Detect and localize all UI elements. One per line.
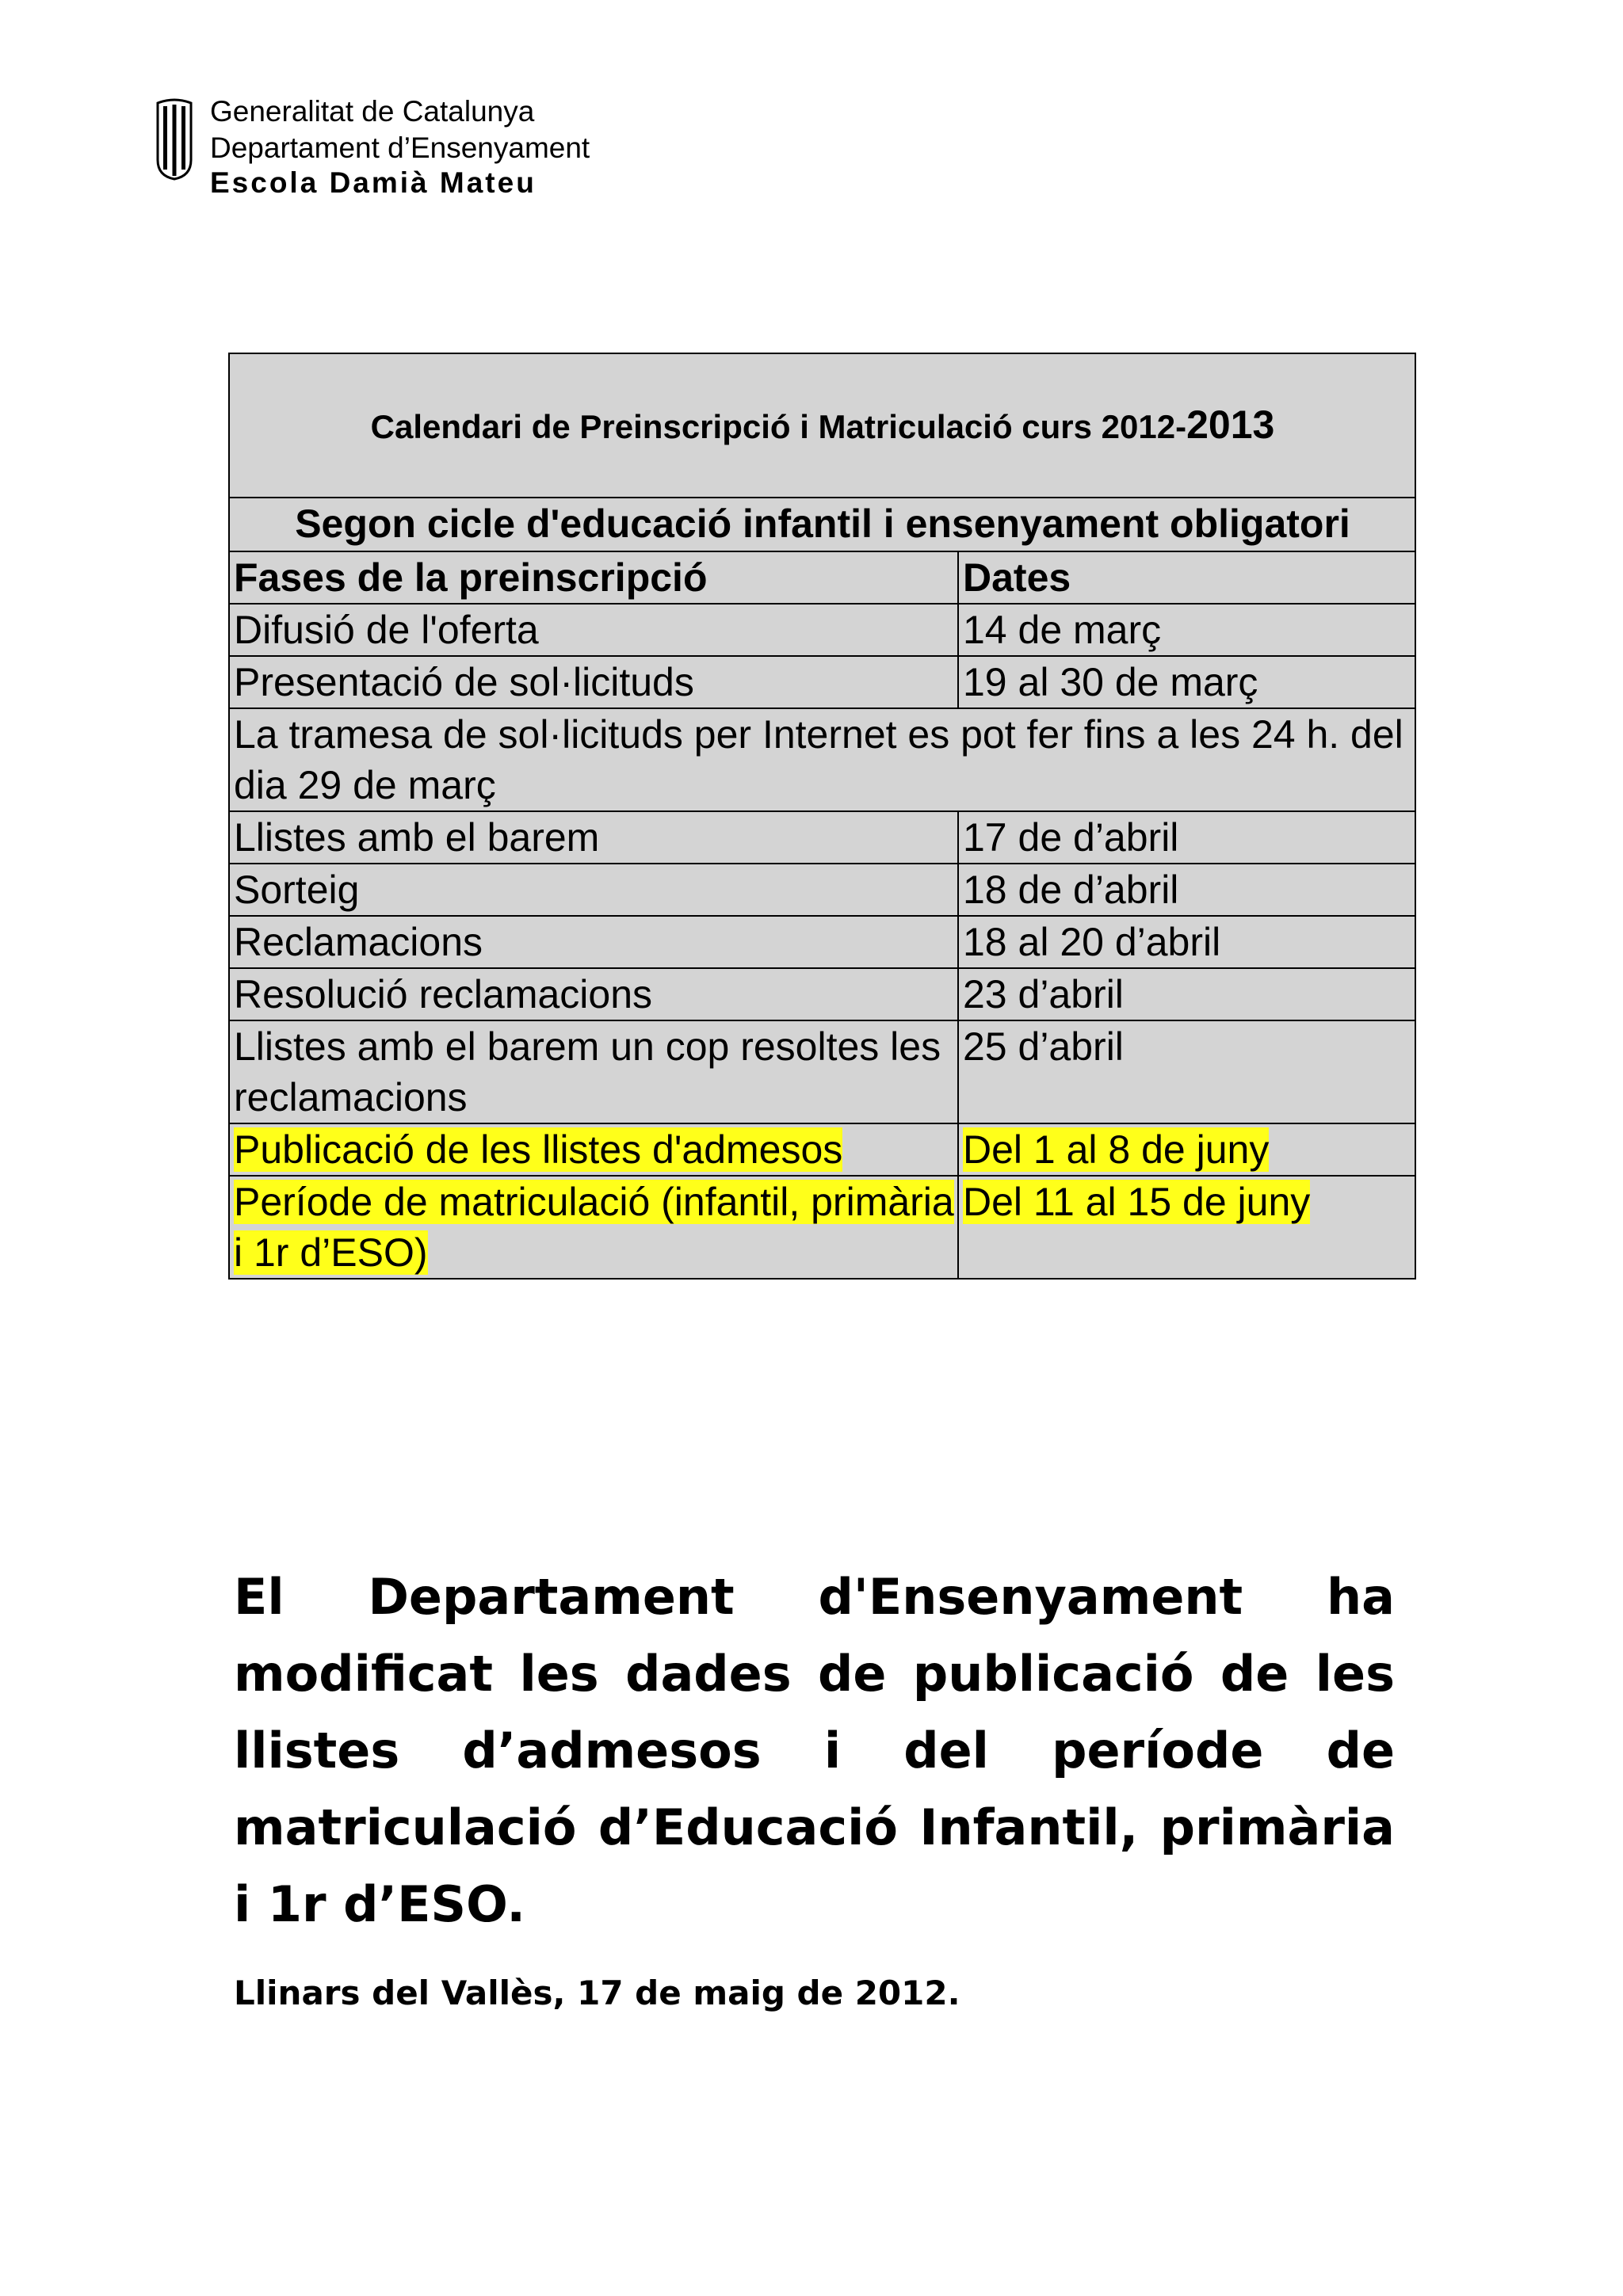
date-cell: 18 de d’abril xyxy=(958,864,1415,916)
date-cell: 25 d’abril xyxy=(958,1020,1415,1123)
phase-cell: Resolució reclamacions xyxy=(229,968,958,1020)
place-date: Llinars del Vallès, 17 de maig de 2012. xyxy=(234,1974,960,2012)
highlighted-date: Del 1 al 8 de juny xyxy=(963,1127,1270,1172)
date-cell xyxy=(958,1123,1415,1176)
table-subtitle: Segon cicle d'educació infantil i ensenyament obligatori xyxy=(229,498,1415,551)
table-row-highlighted xyxy=(229,1176,1415,1279)
table-row xyxy=(229,916,1415,968)
modification-notice: El Departament d'Ensenyament ha modificat les dades de publicació de les llistes d’admesos i del període de matriculació d’Educació Infantil, primària i 1r d’ESO. xyxy=(234,1568,1395,1933)
letterhead xyxy=(156,93,590,200)
internet-note-cell: La tramesa de sol·licituds per Internet es pot fer fins a les 24 h. del dia 29 de març xyxy=(229,708,1415,811)
date-cell: 19 al 30 de març xyxy=(958,656,1415,708)
date-cell: 14 de març xyxy=(958,604,1415,656)
column-header-phase: Fases de la preinscripció xyxy=(229,551,958,604)
table-title-part1: Calendari de Preinscripció i Matriculació curs 2012- xyxy=(370,407,1187,445)
date-cell: 18 al 20 d’abril xyxy=(958,916,1415,968)
table-row xyxy=(229,968,1415,1020)
date-cell xyxy=(958,1176,1415,1279)
phase-cell: Reclamacions xyxy=(229,916,958,968)
highlighted-phase: Període de matriculació (infantil, primària i 1r d’ESO) xyxy=(234,1180,954,1275)
table-row xyxy=(229,604,1415,656)
institution-name: Generalitat de Catalunya xyxy=(210,95,535,128)
column-header-dates: Dates xyxy=(958,551,1415,604)
phase-cell: Difusió de l'oferta xyxy=(229,604,958,656)
table-row xyxy=(229,1020,1415,1123)
highlighted-date: Del 11 al 15 de juny xyxy=(963,1180,1311,1224)
phase-cell xyxy=(229,1123,958,1176)
phase-cell: Llistes amb el barem un cop resoltes les reclamacions xyxy=(229,1020,958,1123)
phase-cell: Presentació de sol·licituds xyxy=(229,656,958,708)
table-note-row xyxy=(229,708,1415,811)
date-cell: 17 de d’abril xyxy=(958,811,1415,864)
catalan-seal-icon xyxy=(156,98,193,181)
table-row xyxy=(229,656,1415,708)
table-row xyxy=(229,864,1415,916)
phase-cell: Sorteig xyxy=(229,864,958,916)
school-name: Escola Damià Mateu xyxy=(210,166,537,199)
phase-cell xyxy=(229,1176,958,1279)
phase-cell: Llistes amb el barem xyxy=(229,811,958,864)
table-header-row xyxy=(229,551,1415,604)
table-row xyxy=(229,811,1415,864)
table-title-row xyxy=(229,353,1415,498)
table-title xyxy=(229,353,1415,498)
department-name: Departament d’Ensenyament xyxy=(210,132,590,164)
table-row-highlighted xyxy=(229,1123,1415,1176)
letterhead-text xyxy=(210,93,590,200)
date-cell: 23 d’abril xyxy=(958,968,1415,1020)
highlighted-phase: Publicació de les llistes d'admesos xyxy=(234,1127,843,1172)
table-subtitle-row xyxy=(229,498,1415,551)
table-title-part2: 2013 xyxy=(1186,402,1275,447)
calendar-table xyxy=(228,353,1416,1280)
